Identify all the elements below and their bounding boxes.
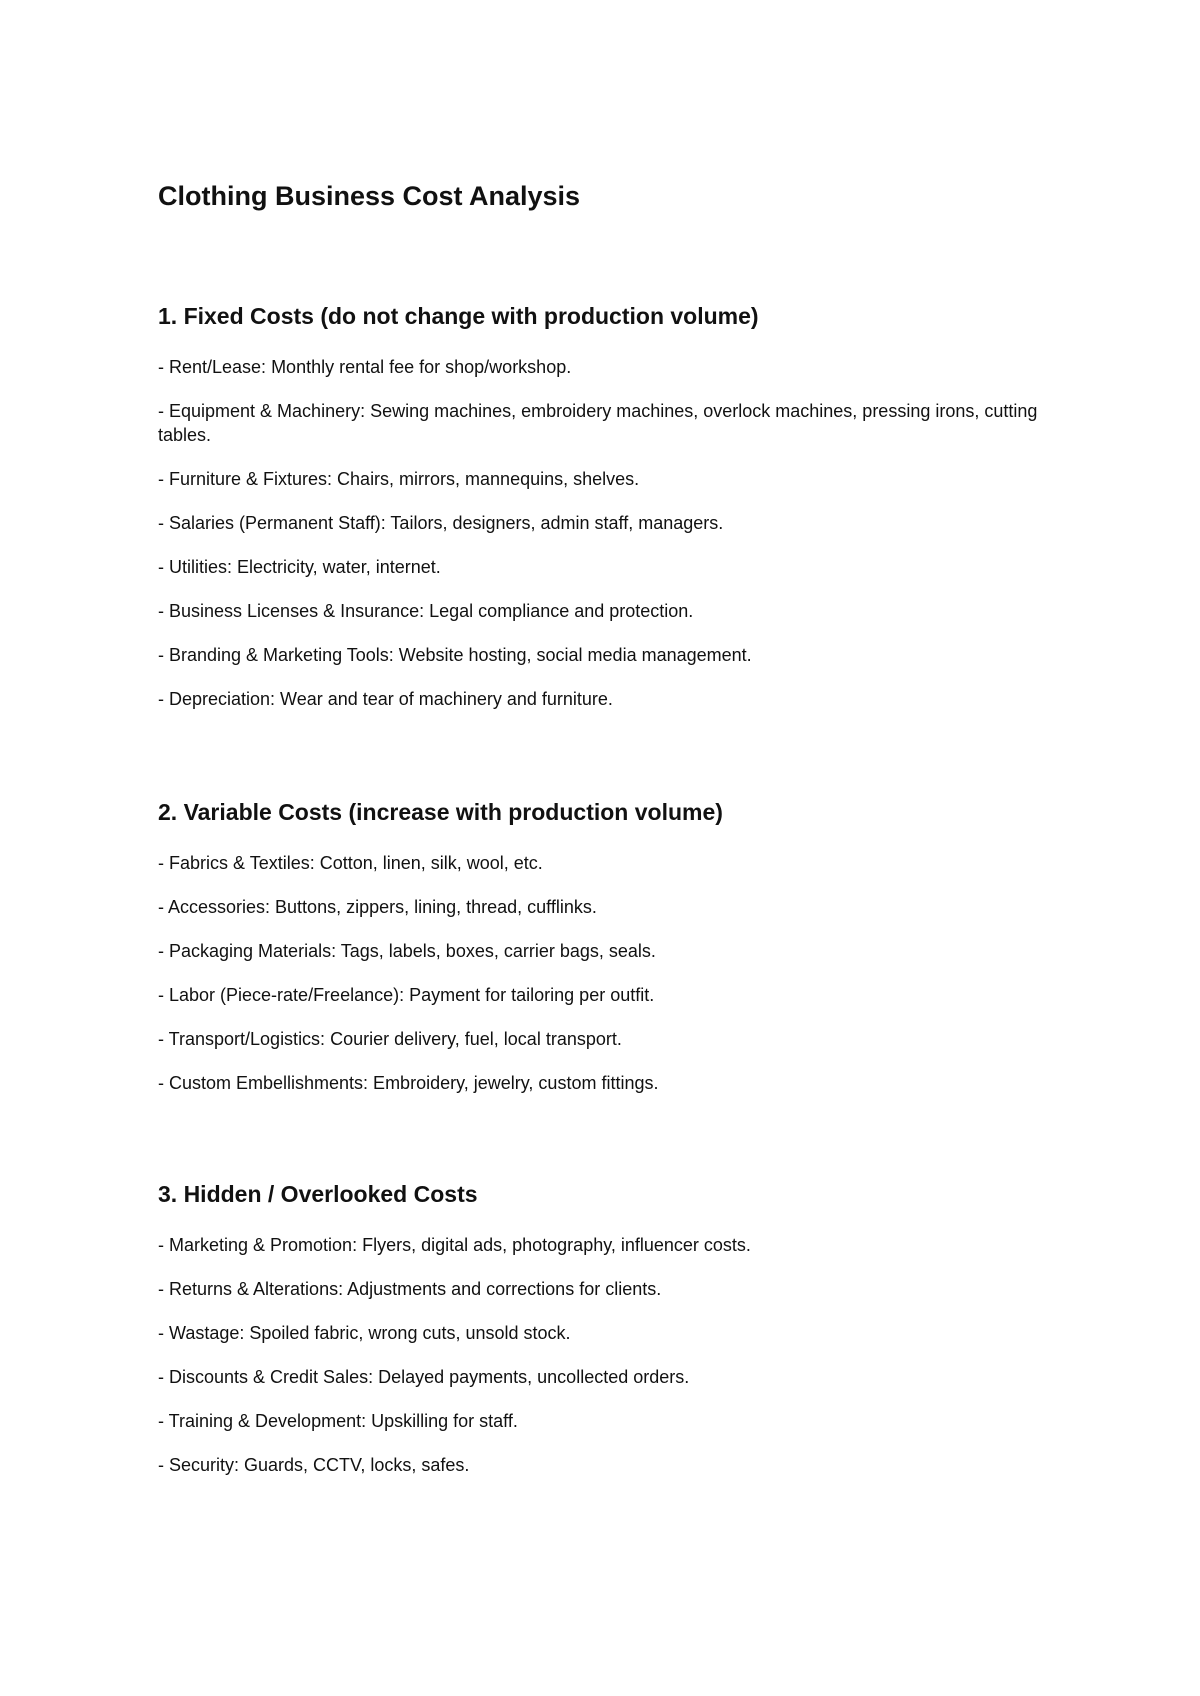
section-hidden-costs <box>158 1178 1038 1497</box>
list-item: - Fabrics & Textiles: Cotton, linen, silk, wool, etc. <box>158 853 543 873</box>
list-item: - Utilities: Electricity, water, internet. <box>158 557 441 577</box>
section-heading: 3. Hidden / Overlooked Costs <box>158 1181 478 1207</box>
list-item: - Depreciation: Wear and tear of machinery and furniture. <box>158 689 613 709</box>
cost-list <box>158 1233 1038 1477</box>
list-item: - Discounts & Credit Sales: Delayed payments, uncollected orders. <box>158 1367 690 1387</box>
list-item: - Accessories: Buttons, zippers, lining, thread, cufflinks. <box>158 897 597 917</box>
list-item: - Wastage: Spoiled fabric, wrong cuts, unsold stock. <box>158 1323 571 1343</box>
document-title: Clothing Business Cost Analysis <box>158 181 581 211</box>
list-item: - Transport/Logistics: Courier delivery, fuel, local transport. <box>158 1029 622 1049</box>
section-fixed-costs <box>158 300 1038 731</box>
cost-list <box>158 851 1038 1095</box>
list-item: - Equipment & Machinery: Sewing machines, embroidery machines, overlock machines, pressing irons, cutting tables. <box>158 401 1038 445</box>
list-item: - Business Licenses & Insurance: Legal compliance and protection. <box>158 601 694 621</box>
section-heading: 2. Variable Costs (increase with production volume) <box>158 799 723 825</box>
list-item: - Salaries (Permanent Staff): Tailors, designers, admin staff, managers. <box>158 513 724 533</box>
list-item: - Security: Guards, CCTV, locks, safes. <box>158 1455 470 1475</box>
list-item: - Branding & Marketing Tools: Website hosting, social media management. <box>158 645 752 665</box>
section-heading: 1. Fixed Costs (do not change with production volume) <box>158 303 759 329</box>
list-item: - Furniture & Fixtures: Chairs, mirrors, mannequins, shelves. <box>158 469 640 489</box>
list-item: - Marketing & Promotion: Flyers, digital ads, photography, influencer costs. <box>158 1235 751 1255</box>
section-variable-costs <box>158 796 1038 1115</box>
cost-list <box>158 355 1038 711</box>
list-item: - Packaging Materials: Tags, labels, boxes, carrier bags, seals. <box>158 941 656 961</box>
list-item: - Rent/Lease: Monthly rental fee for shop/workshop. <box>158 357 572 377</box>
list-item: - Training & Development: Upskilling for staff. <box>158 1411 518 1431</box>
list-item: - Custom Embellishments: Embroidery, jewelry, custom fittings. <box>158 1073 659 1093</box>
list-item: - Returns & Alterations: Adjustments and corrections for clients. <box>158 1279 662 1299</box>
list-item: - Labor (Piece-rate/Freelance): Payment for tailoring per outfit. <box>158 985 655 1005</box>
